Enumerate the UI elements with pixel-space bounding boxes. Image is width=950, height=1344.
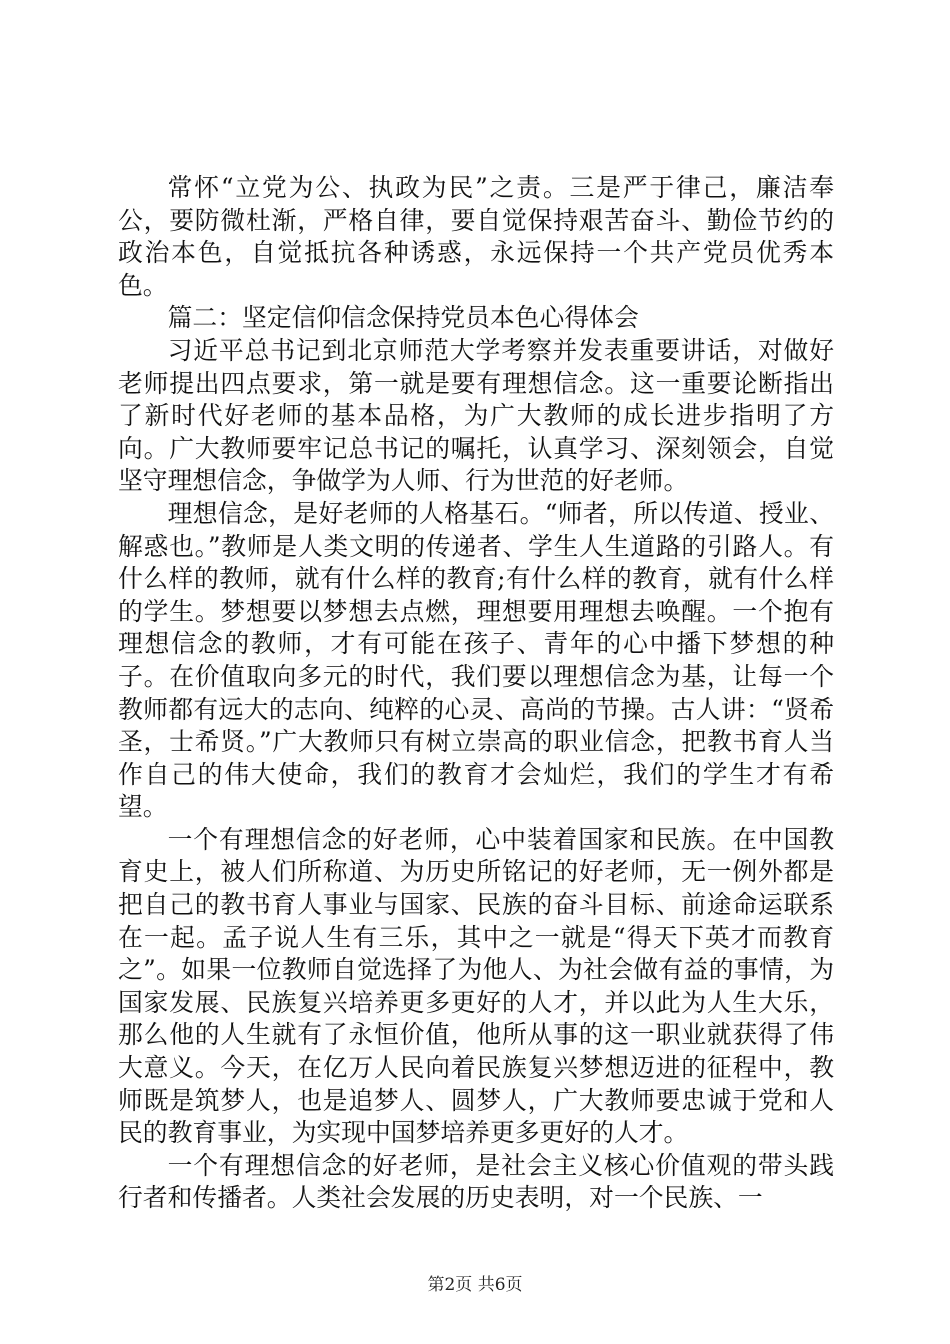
paragraph: 习近平总书记到北京师范大学考察并发表重要讲话，对做好老师提出四点要求，第一就是要有理想信念。这一重要论断指出了新时代好老师的基本品格，为广大教师的成长进步指明了方向。广大教师要牢记总书记的嘱托，认真学习、深刻领会，自觉坚守理想信念，争做学为人师、行为世范的好老师。 xyxy=(118,335,834,496)
page-footer: 第2页 共6页 xyxy=(427,1275,523,1295)
paragraph: 常怀“立党为公、执政为民”之责。三是严于律己，廉洁奉公，要防微杜渐，严格自律，要自觉保持艰苦奋斗、勤俭节约的政治本色，自觉抵抗各种诱惑，永远保持一个共产党员优秀本色。 xyxy=(118,173,834,300)
paragraph: 一个有理想信念的好老师，是社会主义核心价值观的带头践行者和传播者。人类社会发展的历史表明，对一个民族、一 xyxy=(118,1150,834,1213)
document-body xyxy=(118,172,834,1215)
section-heading: 篇二：坚定信仰信念保持党员本色心得体会 xyxy=(167,303,639,333)
paragraph: 一个有理想信念的好老师，心中装着国家和民族。在中国教育史上，被人们所称道、为历史所铭记的好老师，无一例外都是把自己的教书育人事业与国家、民族的奋斗目标、前途命运联系在一起。孟子说人生有三乐，其中之一就是“得天下英才而教育之”。如果一位教师自觉选择了为他人、为社会做有益的事情，为国家发展、民族复兴培养更多更好的人才，并以此为人生大乐，那么他的人生就有了永恒价值，他所从事的这一职业就获得了伟大意义。今天，在亿万人民向着民族复兴梦想迈进的征程中，教师既是筑梦人，也是追梦人、圆梦人，广大教师要忠诚于党和人民的教育事业，为实现中国梦培养更多更好的人才。 xyxy=(118,824,834,1148)
paragraph: 理想信念，是好老师的人格基石。“师者，所以传道、授业、解惑也。”教师是人类文明的传递者、学生人生道路的引路人。有什么样的教师，就有什么样的教育;有什么样的教育，就有什么样的学生。梦想要以梦想去点燃，理想要用理想去唤醒。一个抱有理想信念的教师，才有可能在孩子、青年的心中播下梦想的种子。在价值取向多元的时代，我们要以理想信念为基，让每一个教师都有远大的志向、纯粹的心灵、高尚的节操。古人讲：“贤希圣，士希贤。”广大教师只有树立崇高的职业信念，把教书育人当作自己的伟大使命，我们的教育才会灿烂，我们的学生才有希望。 xyxy=(118,498,834,822)
